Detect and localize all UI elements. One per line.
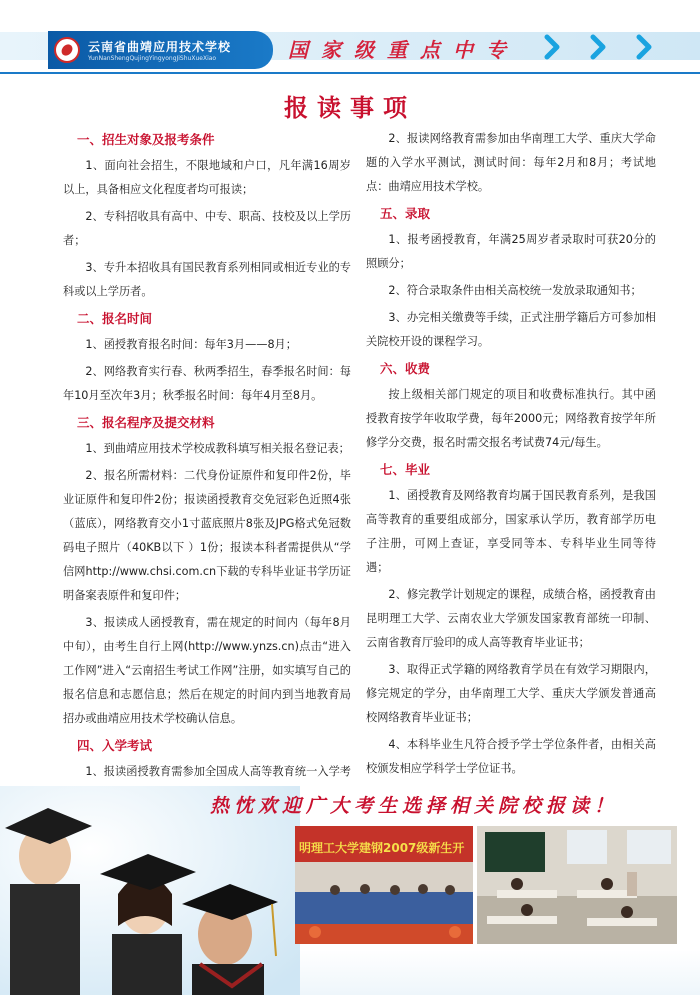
section-heading: 四、入学考试 [77, 738, 153, 753]
paragraph: 1、函授教育报名时间：每年3月——8月； [85, 338, 297, 351]
paragraph: 3、报读成人函授教育，需在规定的时间内（每年8月中旬），由考生自行上网(http://www.ynzs.cn)点击“进入工作网”进入“云南招生考试工作网”注册，如实填写自己的报名信息和志愿信息；然后在规定的时间内到当地教育局招办或曲靖应用技术学校确认信息。 [63, 616, 351, 725]
paragraph: 1、报读函授教育需参加全国成人高等教育统一入学考 [85, 765, 351, 778]
section-heading: 三、报名程序及提交材料 [77, 415, 215, 430]
paragraph: 2、专科招收具有高中、中专、职高、技校及以上学历者； [63, 210, 351, 247]
chevron-right-icon [586, 34, 612, 60]
paragraph: 1、报考函授教育，年满25周岁者录取时可获20分的照顾分； [366, 233, 656, 270]
paragraph: 2、网络教育实行春、秋两季招生，春季报名时间：每年10月至次年3月；秋季报名时间：每年4月至8月。 [63, 365, 351, 402]
paragraph: 3、专升本招收具有国民教育系列相同或相近专业的专科或以上学历者。 [63, 261, 351, 298]
section-heading: 七、毕业 [380, 462, 431, 477]
chevron-right-icon [632, 34, 658, 60]
paragraph: 1、到曲靖应用技术学校成教科填写相关报名登记表； [85, 442, 350, 455]
paragraph: 1、面向社会招生，不限地域和户口，凡年满16周岁以上，具备相应文化程度者均可报读； [63, 159, 351, 196]
ceremony-photo [295, 826, 473, 944]
paragraph: 2、报读网络教育需参加由华南理工大学、重庆大学命题的入学水平测试，测试时间：每年2月和8月；考试地点：曲靖应用技术学校。 [366, 132, 656, 193]
section-heading: 一、招生对象及报考条件 [77, 132, 215, 147]
page-title: 报读事项 [284, 94, 416, 122]
paragraph: 2、报名所需材料：二代身份证原件和复印件2份，毕业证原件和复印件2份；报读函授教育交免冠彩色近照4张（蓝底），网络教育交小1寸蓝底照片8张及JPG格式免冠数码电子照片（40KB以下 ）1份；报读本科者需提供从“学信网http://www.chsi.com.cn下载的专科毕业证书学历证明备案表原件和复印件； [63, 469, 351, 602]
school-name-pinyin: YunNanShengQujingYingyongJiShuXueXiao [88, 55, 217, 62]
school-emblem-icon [54, 37, 80, 63]
ceremony-banner-text: 明理工大学建钢2007级新生开 [299, 841, 465, 855]
paragraph: 4、本科毕业生凡符合授予学士学位条件者，由相关高校颁发相应学科学士学位证书。 [366, 738, 656, 775]
paragraph: 3、取得正式学籍的网络教育学员在有效学习期限内，修完规定的学分，由华南理工大学、重庆大学颁发普通高校网络教育毕业证书； [366, 663, 656, 724]
paragraph: 按上级相关部门规定的项目和收费标准执行。其中函授教育按学年收取学费，每年2000元；网络教育按学年所修学分交费，报名时需交报名考试费74元/每生。 [366, 388, 656, 449]
school-name: 云南省曲靖应用技术学校 [88, 40, 232, 54]
chevron-right-icon [540, 34, 566, 60]
right-column [366, 127, 656, 784]
paragraph: 1、函授教育及网络教育均属于国民教育系列，是我国高等教育的重要组成部分，国家承认学历，教育部学历电子注册，可网上查证，享受同等本、专科毕业生同等待遇； [366, 489, 656, 574]
header-slogan: 国家级重点中专 [288, 38, 519, 62]
left-column [63, 128, 351, 811]
classroom-photo [477, 826, 677, 944]
paragraph: 2、符合录取条件由相关高校统一发放录取通知书； [388, 284, 642, 297]
header-divider [0, 72, 700, 74]
section-heading: 六、收费 [380, 361, 431, 376]
section-heading: 五、录取 [380, 206, 431, 221]
section-heading: 二、报名时间 [77, 311, 153, 326]
page-header [0, 0, 700, 72]
welcome-banner: 热忱欢迎广大考生选择相关院校报读！ [210, 795, 619, 817]
paragraph: 2、修完教学计划规定的课程，成绩合格，函授教育由昆明理工大学、云南农业大学颁发国家教育部统一印制、云南省教育厅验印的成人高等教育毕业证书； [366, 588, 656, 649]
paragraph: 3、办完相关缴费等手续，正式注册学籍后方可参加相关院校开设的课程学习。 [366, 311, 656, 348]
